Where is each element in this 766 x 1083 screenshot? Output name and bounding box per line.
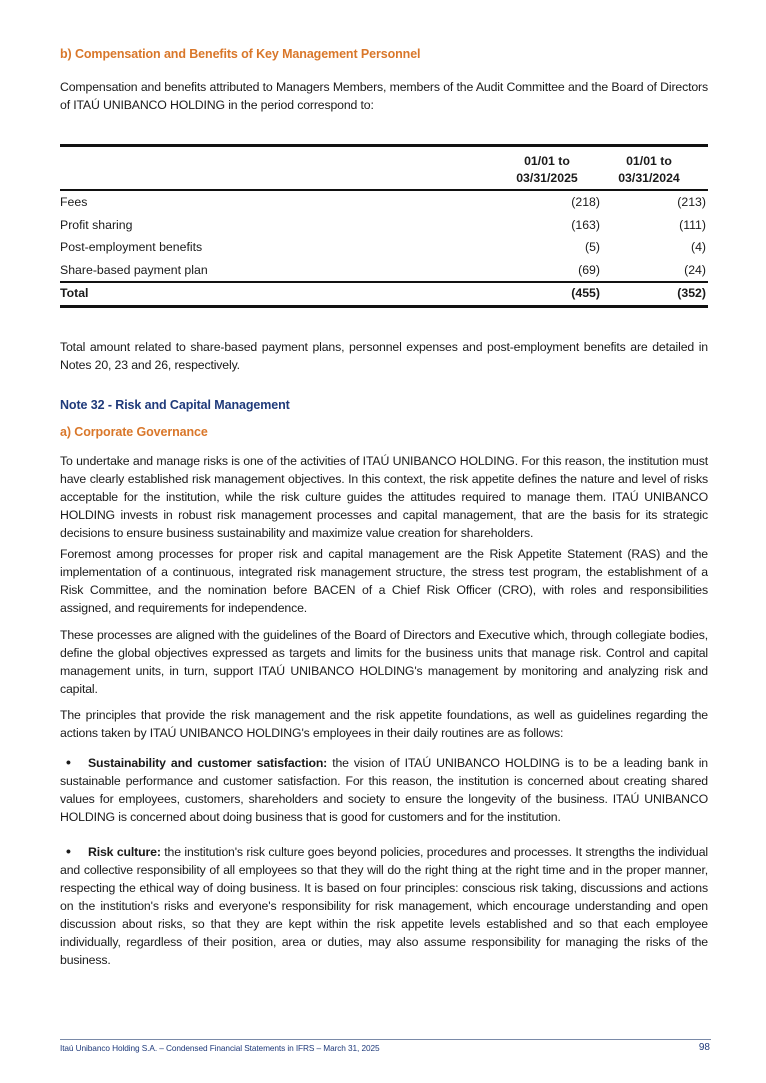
row-value-2025: (69) bbox=[578, 262, 600, 277]
note-32-heading: Note 32 - Risk and Capital Management bbox=[60, 398, 290, 412]
corporate-governance-heading: a) Corporate Governance bbox=[60, 425, 208, 439]
row-value-2025: (163) bbox=[571, 217, 600, 232]
bullet-sustainability bbox=[60, 753, 708, 826]
table-bottom-rule bbox=[60, 305, 708, 308]
row-value-2024: (24) bbox=[684, 262, 706, 277]
row-label: Fees bbox=[60, 195, 88, 209]
paragraph-4: The principles that provide the risk management and the risk appetite foundations, as well as guidelines regarding the actions taken by ITAÚ UNIBANCO HOLDING's employees in their daily routines are as follows: bbox=[60, 708, 708, 740]
table-row bbox=[60, 191, 708, 214]
bullet-icon: • bbox=[66, 843, 71, 859]
section-b-heading: b) Compensation and Benefits of Key Management Personnel bbox=[60, 47, 421, 61]
table-row bbox=[60, 236, 708, 259]
paragraph-1: To undertake and manage risks is one of the activities of ITAÚ UNIBANCO HOLDING. For this reason, the institution must have clearly established risk management objectives. In this context, the risk appetite defines the nature and level of risks acceptable for the institution, while the risk culture guides the attitudes required to manage them. ITAÚ UNIBANCO HOLDING invests in robust risk management processes and capital management, that are the basis for its strategic decisions to ensure business sustainability and maximize value creation for shareholders. bbox=[60, 454, 708, 540]
row-label: Profit sharing bbox=[60, 217, 133, 232]
bullet-risk-culture bbox=[60, 842, 708, 969]
total-value-2025: (455) bbox=[571, 286, 600, 300]
section-b-intro: Compensation and benefits attributed to Managers Members, members of the Audit Committee and the Board of Directors of ITAÚ UNIBANCO HOLDING in the period correspond to: bbox=[60, 80, 708, 112]
after-table-note: Total amount related to share-based payment plans, personnel expenses and post-employment benefits are detailed in Notes 20, 23 and 26, respectively. bbox=[60, 340, 708, 372]
total-label: Total bbox=[60, 286, 89, 300]
row-value-2025: (5) bbox=[584, 240, 600, 254]
column-header-2025: 01/01 to 03/31/2025 bbox=[516, 154, 578, 185]
footer-divider bbox=[60, 1039, 711, 1040]
table-row bbox=[60, 259, 708, 282]
row-value-2024: (4) bbox=[690, 240, 706, 254]
table-total-row bbox=[60, 283, 708, 305]
paragraph-2: Foremost among processes for proper risk and capital management are the Risk Appetite Statement (RAS) and the implementation of a continuous, integrated risk management structure, the stress test program, the establishment of a Risk Committee, and the nomination before BACEN of a Chief Risk Officer (CRO), with roles and responsibilities assigned, and requirements for independence. bbox=[60, 547, 708, 615]
bullet-lead: Risk culture: bbox=[88, 845, 161, 859]
row-label: Share-based payment plan bbox=[60, 262, 208, 277]
row-value-2024: (111) bbox=[679, 217, 706, 232]
row-label: Post-employment benefits bbox=[60, 240, 203, 254]
column-header-2024: 01/01 to 03/31/2024 bbox=[618, 154, 680, 185]
bullet-lead: Sustainability and customer satisfaction: bbox=[88, 756, 328, 770]
table-row bbox=[60, 214, 708, 237]
total-value-2024: (352) bbox=[677, 286, 706, 300]
row-value-2025: (218) bbox=[571, 195, 600, 209]
paragraph-3: These processes are aligned with the guidelines of the Board of Directors and Executive which, through collegiate bodies, define the global objectives expressed as targets and limits for the business units that manage risk. Control and capital management units, in turn, support ITAÚ UNIBANCO HOLDING's management by monitoring and analyzing risk and capital. bbox=[60, 628, 708, 696]
compensation-table bbox=[60, 144, 708, 308]
bullet-icon: • bbox=[66, 754, 71, 770]
footer-document-title: Itaú Unibanco Holding S.A. – Condensed Financial Statements in IFRS – March 31, 2025 bbox=[60, 1043, 380, 1053]
table-header bbox=[60, 147, 708, 189]
bullet-text: the institution's risk culture goes beyond policies, procedures and processes. It strengths the individual and collective responsibility of all employees so that they will do the right thing at the right time and in the proper manner, respecting the ethical way of doing business. It is based on four principles: conscious risk taking, discussions and actions on the institution's risks and everyone's responsibility for risk management, which encourage understanding and open discussion about risks, so that they are kept within the risk appetite levels established and so that each employee individually, regardless of their position, area or duties, may also assume responsibility for managing the risks of the business. bbox=[60, 845, 708, 967]
bullet-text: the vision of ITAÚ UNIBANCO HOLDING is to be a leading bank in sustainable performance and customer satisfaction. For this reason, the institution is concerned about creating shared values for employees, customers, shareholders and society to ensure the longevity of the business. ITAÚ UNIBANCO HOLDING is concerned about doing business that is good for customers and for the institution. bbox=[60, 756, 708, 824]
page-number: 98 bbox=[698, 1042, 710, 1053]
row-value-2024: (213) bbox=[677, 195, 706, 209]
